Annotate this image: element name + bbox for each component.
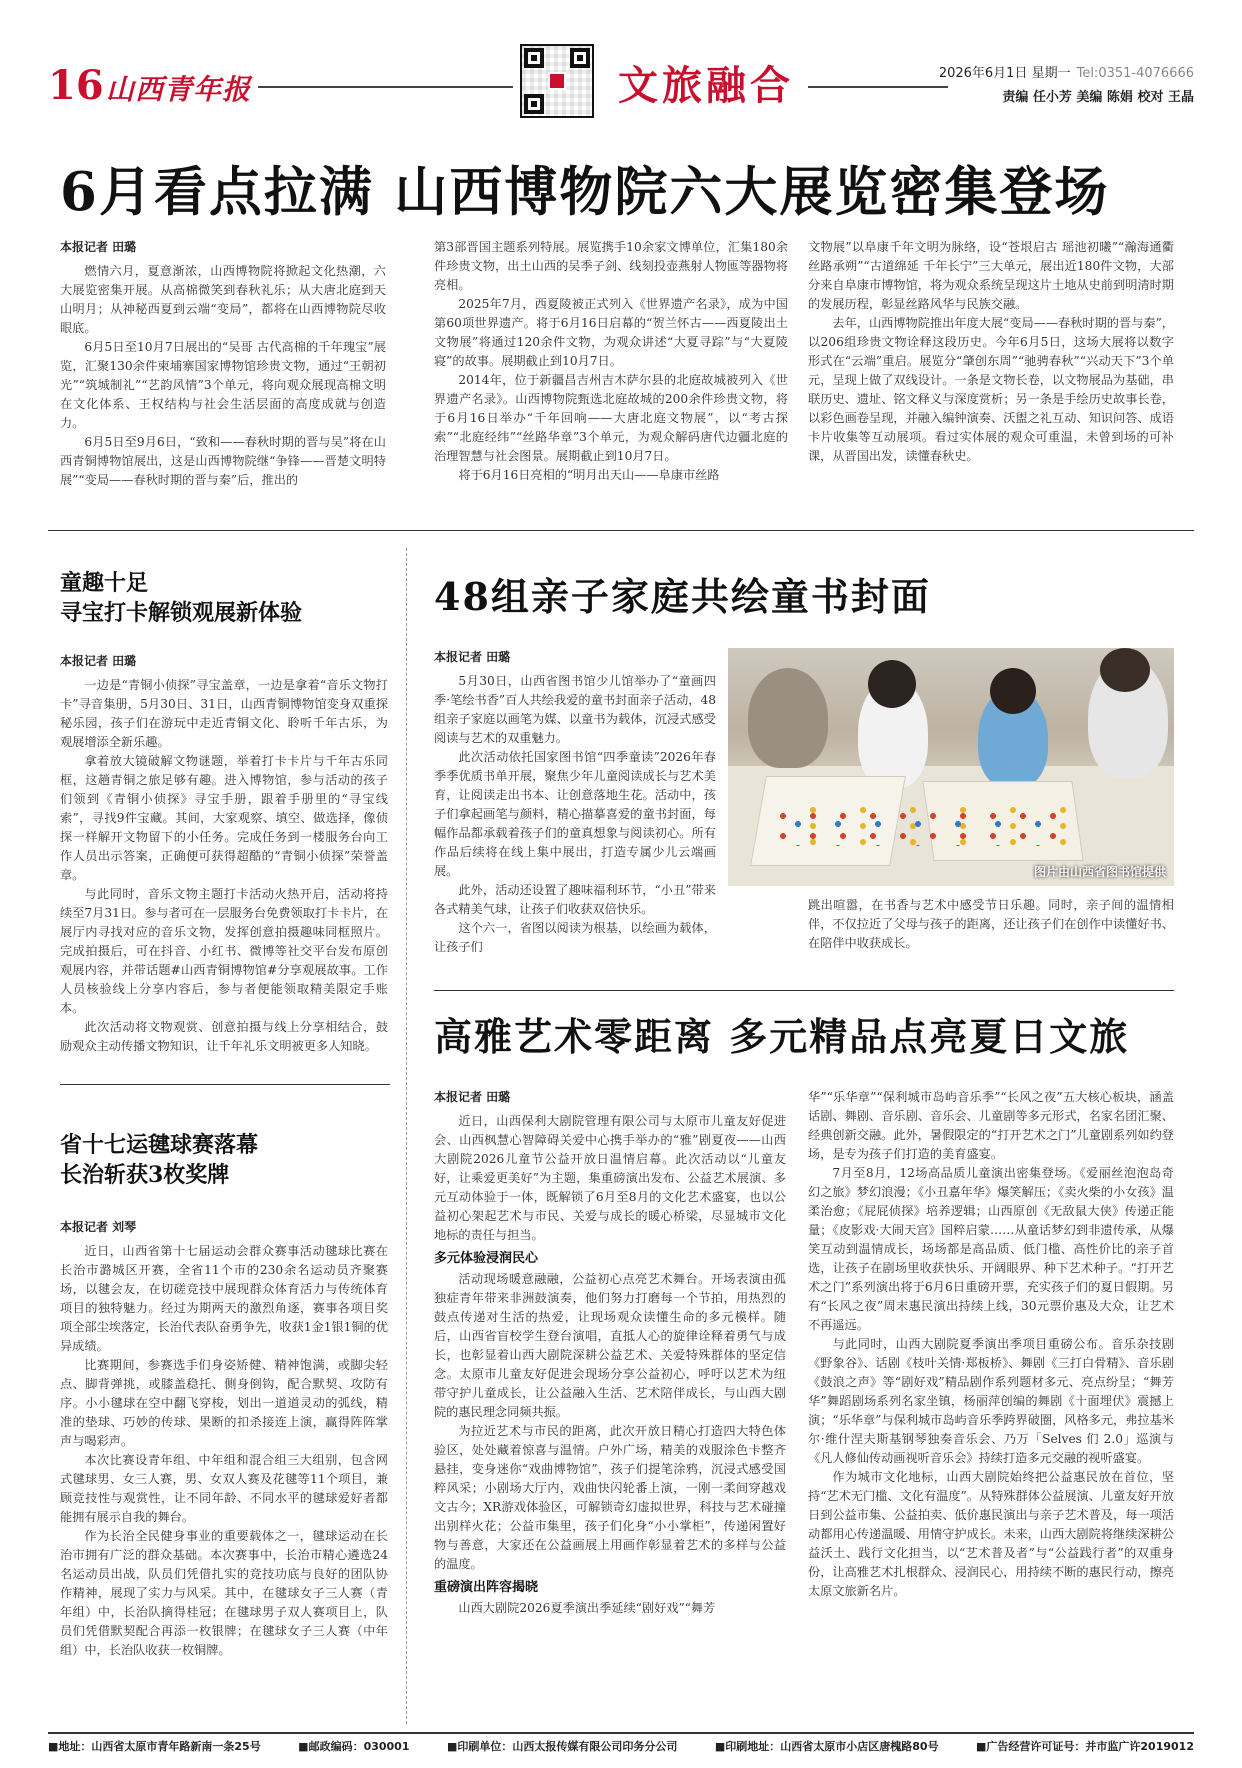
section-divider bbox=[434, 990, 1174, 991]
photo-paint-dots bbox=[768, 806, 1068, 846]
footer-printer: ■印刷单位：山西太报传媒有限公司印务分公司 bbox=[446, 1740, 678, 1753]
page-header bbox=[48, 40, 1194, 124]
art-subheading: 重磅演出阵容揭晓 bbox=[434, 1580, 539, 1595]
photo-figure bbox=[868, 660, 916, 708]
paragraph: 燃情六月，夏意渐浓，山西博物院将掀起文化热潮，六大展览密集开展。从高棉微笑到春秋礼乐；从大唐北庭到天山明月；从神秘西夏到云端“变局”，都将在山西博物院尽收眼底。 bbox=[60, 264, 386, 335]
main-article-col1 bbox=[60, 262, 386, 512]
book-article-headline: 48组亲子家庭共绘童书封面 bbox=[434, 574, 931, 619]
qr-finder bbox=[524, 94, 544, 114]
jianqiu-byline: 本报记者 刘琴 bbox=[60, 1220, 137, 1234]
qr-finder bbox=[524, 48, 544, 68]
main-headline: 6月看点拉满 山西博物院六大展览密集登场 bbox=[60, 161, 1110, 223]
main-article-col3 bbox=[808, 238, 1174, 512]
paragraph: 此次活动将文物观赏、创意拍摄与线上分享相结合，鼓励观众主动传播文物知识，让千年礼乐文明被更多人知晓。 bbox=[60, 1020, 388, 1053]
footer-address: ■地址：山西省太原市青年路新南一条25号 bbox=[48, 1740, 261, 1753]
header-rule-left bbox=[258, 86, 513, 88]
art-article-headline: 高雅艺术零距离 多元精品点亮夏日文旅 bbox=[434, 1014, 1130, 1059]
art-article-col2 bbox=[808, 1088, 1174, 1724]
issue-date: 2026年6月1日 星期一 bbox=[938, 66, 1071, 81]
section-title: 文旅融合 bbox=[618, 62, 794, 109]
paragraph: 本次比赛设青年组、中年组和混合组三大组别，包含网式毽球男、女三人赛，男、女双人赛及花毽等11个项目，兼顾竞技性与观赏性，让不同年龄、不同水平的毽球爱好者都能拥有展示自我的舞台。 bbox=[60, 1453, 388, 1524]
art-byline: 本报记者 田璐 bbox=[434, 1090, 511, 1104]
paragraph: 5月30日，山西省图书馆少儿馆举办了“童画四季·笔绘书香”百人共绘我爱的童书封面亲子活动，48组亲子家庭以画笔为媒、以童书为载体，沉浸式感受阅读与艺术的双重魅力。 bbox=[434, 674, 716, 745]
paragraph: 比赛期间，参赛选手们身姿矫健、精神饱满，或脚尖轻点、脚背弹挑，或膝盖稳托、侧身倒钩，配合默契、攻防有序。小小毽球在空中翻飞穿梭，划出一道道灵动的弧线，精准的垫球、巧妙的传球、果断的扣杀接连上演，赢得阵阵掌声与喝彩声。 bbox=[60, 1358, 388, 1448]
footer-print-address: ■印刷地址：山西省太原市小店区唐槐路80号 bbox=[714, 1740, 939, 1753]
footer-postcode: ■邮政编码：030001 bbox=[298, 1740, 410, 1753]
phone-number: Tel:0351-4076666 bbox=[1076, 66, 1194, 81]
paragraph: 2025年7月，西夏陵被正式列入《世界遗产名录》，成为中国第60项世界遗产。将于6月16日启幕的“贺兰怀古——西夏陵出土文物展”将通过120余件文物，为观众讲述“大夏寻踪”与“大夏陵寝”的故事。展期截止到10月7日。 bbox=[434, 297, 788, 368]
paragraph: 作为长治全民健身事业的重要载体之一，毽球运动在长治市拥有广泛的群众基础。本次赛事中，长治市精心遴选24名运动员出战，队员们凭借扎实的竞技功底与良好的团队协作精神，展现了实力与风采。其中，在毽球女子三人赛（青年组）中，长治队摘得桂冠；在毽球男子双人赛项目上，队员们凭借默契配合再添一枚银牌；在毽球女子三人赛（中年组）中，长治队收获一枚铜牌。 bbox=[60, 1529, 388, 1657]
paragraph: 山西大剧院2026夏季演出季延续“剧好戏”“舞芳 bbox=[458, 1601, 716, 1615]
qr-logo bbox=[548, 72, 566, 90]
art-article-col1 bbox=[434, 1112, 786, 1724]
kids-article-headline bbox=[60, 568, 390, 628]
kids-byline: 本报记者 田璐 bbox=[60, 654, 137, 668]
section-divider bbox=[60, 1084, 390, 1085]
headline-line: 长治斩获3枚奖牌 bbox=[60, 1162, 230, 1188]
jianqiu-article-headline bbox=[60, 1130, 390, 1190]
book-article-body bbox=[434, 672, 716, 976]
headline-line: 寻宝打卡解锁观展新体验 bbox=[60, 600, 303, 626]
paragraph: 一边是“青铜小侦探”寻宝盖章，一边是拿着“音乐文物打卡”寻音集册，5月30日、31日，山西青铜博物馆变身双重探秘乐园，孩子们在游玩中走近青铜文化、聆听千年古乐，为观展增添全新乐趣。 bbox=[60, 678, 388, 749]
paragraph: 2014年，位于新疆昌吉州吉木萨尔县的北庭故城被列入《世界遗产名录》。山西博物院甄选北庭故城的200余件珍贵文物，将于6月16日举办“千年回响——大唐北庭文物展”，以“考古探索”“北庭经纬”“丝路华章”3个单元，为观众解码唐代边疆北庭的治理智慧与社会图景。展期截止到10月7日。 bbox=[434, 373, 788, 463]
book-byline: 本报记者 田璐 bbox=[434, 650, 511, 664]
paragraph: 近日，山西保利大剧院管理有限公司与太原市儿童友好促进会、山西枫慧心智障碍关爱中心携手举办的“雅”剧夏夜——山西大剧院2026儿童节公益开放日温情启幕。此次活动以“儿童友好，让乘爱更美好”为主题，集重磅演出发布、公益艺术展演、多元互动体验于一体，既解锁了6月至8月的文化艺术盛宴，也以公益初心架起艺术与市民、关爱与成长的暖心桥梁，尽显城市文化地标的责任与担当。 bbox=[434, 1114, 786, 1242]
paragraph: 与此同时，音乐文物主题打卡活动火热开启，活动将持续至7月31日。参与者可在一层服务台免费领取打卡卡片，在展厅内寻找对应的音乐文物，发挥创意拍摄趣味同框照片。完成拍摄后，可在抖音、小红书、微博等社交平台发布原创观展内容，并带话题#山西青铜博物馆#分享观展故事。工作人员核验线上分享内容后，参与者便能领取精美限定手账本。 bbox=[60, 887, 388, 1015]
paragraph: 拿着放大镜破解文物谜题，举着打卡卡片与千年古乐同框，这趟青铜之旅足够有趣。进入博物馆，参与活动的孩子们领到《青铜小侦探》寻宝手册，跟着手册里的“寻宝线索”，寻找9件宝藏。其间，大家观察、填空、做选择，像侦探一样解开文物留下的小任务。完成任务到一楼服务台向工作人员出示答案，正确便可获得超酷的“青铜小侦探”荣誉盖章。 bbox=[60, 754, 388, 882]
paragraph: 第3部晋国主题系列特展。展览携手10余家文博单位，汇集180余件珍贵文物，出土山西的吴季子剑、线刻投壶燕射人物匜等器物将亮相。 bbox=[434, 240, 788, 292]
page-number: 16 bbox=[48, 62, 104, 109]
paragraph: 跳出喧嚣，在书香与艺术中感受节日乐趣。同时，亲子间的温情相伴，不仅拉近了父母与孩子的距离，还让孩子们在创作中读懂好书、在陪伴中收获成长。 bbox=[808, 898, 1174, 950]
qr-finder bbox=[570, 48, 590, 68]
qr-code-icon bbox=[520, 44, 594, 118]
page-footer bbox=[48, 1732, 1194, 1754]
photo-credit: 图片由山西省图书馆提供 bbox=[1033, 865, 1166, 879]
column-divider bbox=[406, 548, 407, 1724]
section-divider bbox=[48, 530, 1194, 531]
paragraph: 6月5日至10月7日展出的“吴哥 古代高棉的千年瑰宝”展览，汇聚130余件柬埔寨国家博物馆珍贵文物，通过“王朝初光”“筑城制礼”“艺韵风情”3个单元，将向观众展现高棉文明在文化体系、王权结构与社会生活层面的高度成就与创造力。 bbox=[60, 340, 386, 430]
headline-line: 童趣十足 bbox=[60, 570, 149, 596]
paragraph: 近日，山西省第十七届运动会群众赛事活动毽球比赛在长治市潞城区开赛，全省11个市的230余名运动员齐聚赛场，以毽会友，在切磋竞技中展现群众体育活力与传统体育项目的独特魅力。经过为期两天的激烈角逐，赛事各项目奖项全部尘埃落定，长治代表队奋勇争先，收获1金1银1铜的优异成绩。 bbox=[60, 1244, 388, 1353]
paragraph: 7月至8月，12场高品质儿童演出密集登场。《爱丽丝泡泡岛奇幻之旅》梦幻浪漫；《小丑嘉年华》爆笑解压；《卖火柴的小女孩》温柔治愈；《屁屁侦探》培养逻辑；山西原创《无敌鼠大侠》传递正能量；《皮影戏·大闹天宫》国粹启蒙……从童话梦幻到非遗传承，从爆笑互动到温情成长，场场都是高品质、低门槛、高性价比的亲子首选，让孩子在剧场里收获快乐、开阔眼界、种下艺术种子。“打开艺术之门”系列演出将于6月6日重磅开票，充实孩子们的夏日假期。另有“长风之夜”周末惠民演出持续上线，30元票价惠及大众，让艺术不再遥远。 bbox=[808, 1166, 1174, 1332]
paragraph: 文物展”以阜康千年文明为脉络，设“苍垠启古 瑶池初曦”“瀚海通衢 丝路承朔”“古道绵延 千年长宁”三大单元，展出近180件文物，大部分来自阜康市博物馆，将为观众系统呈现这片土地从史前到明清时期的发展历程，彰显丝路风华与民族交融。 bbox=[808, 240, 1174, 311]
jianqiu-article-body bbox=[60, 1242, 388, 1724]
photo-figure bbox=[1100, 648, 1150, 692]
headline-line: 省十七运毽球赛落幕 bbox=[60, 1132, 259, 1158]
paragraph: 与此同时，山西大剧院夏季演出季项目重磅公布。音乐杂技剧《野象谷》、话剧《枝叶关情·郑板桥》、舞剧《三打白骨精》、音乐剧《鼓浪之声》等“剧好戏”精品剧作系列题材多元、亮点纷呈；“舞芳华”舞蹈剧场系列名家坐镇，杨丽萍创编的舞剧《十面埋伏》震撼上演；“乐华章”与保利城市岛屿音乐季跨界破圈，风格多元，弗拉基米尔·维什涅夫斯基钢琴独奏音乐会、乃万「Selves 们 2.0」巡演与《凡人修仙传动画视听音乐会》持续打造多元交融的视听盛宴。 bbox=[808, 1337, 1174, 1465]
paragraph: 华”“乐华章”“保利城市岛屿音乐季”“长风之夜”五大核心板块，涵盖话剧、舞剧、音乐剧、音乐会、儿童剧等多元形式，名家名团汇聚、经典创新交融。此外，暑假限定的“打开艺术之门”儿童剧系列如约登场，是专为孩子们打造的美育盛宴。 bbox=[808, 1090, 1174, 1161]
paragraph: 这个六一，省图以阅读为根基，以绘画为载体，让孩子们 bbox=[434, 921, 716, 954]
photo-figure bbox=[748, 668, 828, 768]
staff-credits: 责编 任小芳 美编 陈娟 校对 王晶 bbox=[1002, 90, 1194, 105]
main-byline: 本报记者 田璐 bbox=[60, 240, 137, 254]
paragraph: 去年，山西博物院推出年度大展“变局——春秋时期的晋与秦”，以206组珍贵文物诠释这段历史。今年6月5日，这场大展将以数字形式在“云端”重启。展览分“肇创东周”“驰骋春秋”“兴动天下”3个单元，呈现上做了双线设计。一条是文物长卷，以文物展品为基础，串联历史、遗址、铭文释义与深度赏析；另一条是手绘历史故事长卷，以彩色画卷呈现，并融入编钟演奏、沃盥之礼互动、知识问答、成语卡片收集等互动展项。看过实体展的观众可重温，未曾到场的可补课，从晋国出发，读懂春秋史。 bbox=[808, 316, 1174, 463]
art-subheading: 多元体验浸润民心 bbox=[434, 1251, 539, 1266]
paragraph: 将于6月16日亮相的“明月出天山——阜康市丝路 bbox=[458, 468, 720, 482]
paragraph: 为拉近艺术与市民的距离，此次开放日精心打造四大特色体验区，处处藏着惊喜与温情。户外广场，精美的戏服涂色卡整齐悬挂，变身迷你“戏曲博物馆”，孩子们提笔涂鸦，沉浸式感受国粹风采；小剧场大厅内，戏曲快闪轮番上演，一刚一柔间穿越戏文古今；XR游戏体验区，可解锁奇幻虚拟世界，科技与艺术碰撞出别样火花；公益市集里，孩子们化身“小小掌柜”，传递闲置好物与善意，大家还在公益画展上用画作彰显着艺术的多样与公益的温度。 bbox=[434, 1424, 786, 1571]
kids-article-body bbox=[60, 676, 388, 1068]
photo-figure bbox=[990, 668, 1036, 714]
paragraph: 6月5日至9月6日，“致和——春秋时期的晋与吴”将在山西青铜博物馆展出，这是山西博物院继“争锋——晋楚文明特展”“变局——春秋时期的晋与秦”后，推出的 bbox=[60, 435, 386, 487]
paragraph: 此次活动依托国家图书馆“四季童读”2026年春季季优质书单开展，聚焦少年儿童阅读成长与艺术美育，让阅读走出书本、让创意落地生花。活动中，孩子们拿起画笔与颜料，精心描摹喜爱的童书封面，每幅作品都承载着孩子们的童真想象与阅读初心。所有作品后续将在线上集中展出，打造专属少儿云端画展。 bbox=[434, 750, 716, 878]
main-article-col2 bbox=[434, 238, 788, 512]
footer-license: ■广告经营许可证号：并市监广许2019012 bbox=[976, 1740, 1194, 1753]
book-article-tail bbox=[808, 896, 1174, 976]
paragraph: 作为城市文化地标，山西大剧院始终把公益惠民放在首位，坚持“艺术无门槛、文化有温度”。从特殊群体公益展演、儿童友好开放日到公益市集、公益拍卖、低价惠民演出与亲子艺术普及，每一项活动都用心传递温暖、用情守护成长。未来，山西大剧院将继续深耕公益沃土、践行文化担当，以“艺术普及者”与“公益践行者”的双重身份，让高雅艺术扎根群众、浸润民心，用持续不断的惠民行动，擦亮太原文旅新名片。 bbox=[808, 1470, 1174, 1598]
header-rule-right bbox=[808, 86, 948, 88]
paragraph: 此外，活动还设置了趣味福利环节，“小丑”带来各式精美气球，让孩子们收获双倍快乐。 bbox=[434, 883, 716, 916]
kids-painting-photo bbox=[728, 648, 1174, 886]
paragraph: 活动现场暖意融融，公益初心点亮艺术舞台。开场表演由孤独症青年带来非洲鼓演奏，他们努力打磨每一个节拍，用热烈的鼓点传递对生活的热爱，让现场观众读懂生命的多元模样。随后，山西省盲校学生登台演唱，直抵人心的旋律诠释着勇气与成长，也彰显着山西大剧院深耕公益艺术、关爱特殊群体的坚定信念。太原市儿童友好促进会现场分享公益初心，呼吁以艺术为纽带守护儿童成长，让公益融入生活、艺术陪伴成长，与山西大剧院的惠民理念同频共振。 bbox=[434, 1272, 786, 1419]
date-line bbox=[939, 62, 1194, 81]
paper-logo: 山西青年报 bbox=[106, 73, 252, 106]
